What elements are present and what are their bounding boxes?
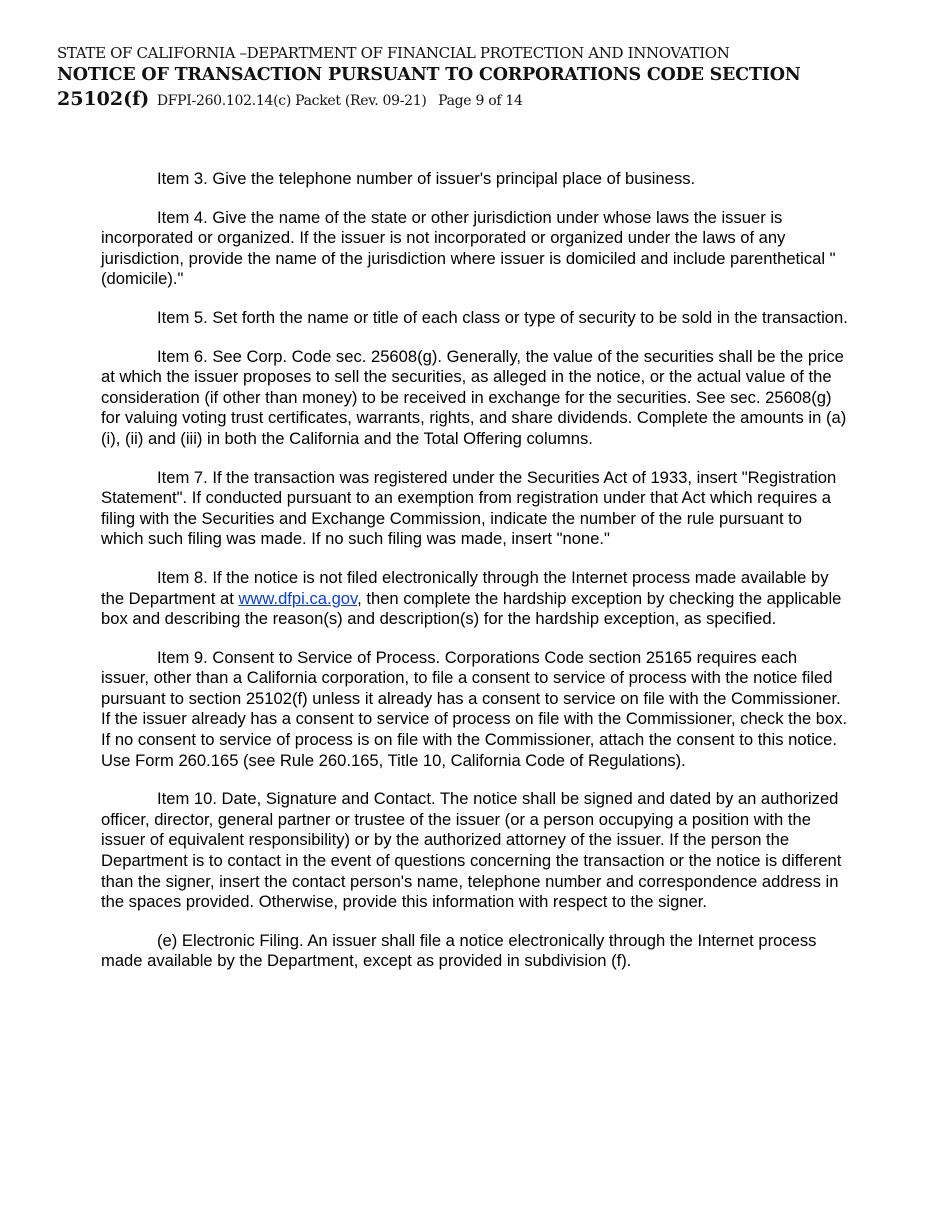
page-number: Page 9 of 14 — [438, 93, 523, 109]
item-5-paragraph: Item 5. Set forth the name or title of each class or type of security to be sold in the transaction. — [157, 307, 848, 327]
item-3-paragraph: Item 3. Give the telephone number of issuer's principal place of business. — [157, 169, 696, 188]
form-title-line2 — [57, 87, 917, 113]
form-id: DFPI-260.102.14(c) Packet (Rev. 09-21) — [156, 93, 427, 109]
item-8-text-after: , then complete the hardship exception by checking the applicable box and describing the reason(s) and description(s) for the hardship exception, as specified. — [101, 588, 842, 629]
electronic-filing-paragraph: (e) Electronic Filing. An issuer shall file a notice electronically through the Internet process made available by the Department, except as provided in subdivision (f). — [101, 930, 817, 971]
section-number: 25102(f) — [57, 88, 150, 110]
instructions-body — [101, 169, 849, 990]
form-title: NOTICE OF TRANSACTION PURSUANT TO CORPORATIONS CODE SECTION — [57, 65, 801, 85]
item-10-paragraph: Item 10. Date, Signature and Contact. The notice shall be signed and dated by an authorized officer, director, general partner or trustee of the issuer (or a person occupying a position with the issuer of equivalent responsibility) or by the authorized attorney of the issuer. If the person the Department is to contact in the event of questions concerning the transaction or the notice is different than the signer, insert the contact person's name, telephone number and correspondence address in the spaces provided. Otherwise, provide this information with respect to the signer. — [101, 789, 842, 912]
agency-name: STATE OF CALIFORNIA –DEPARTMENT OF FINANCIAL PROTECTION AND INNOVATION — [57, 44, 730, 62]
dfpi-website-link[interactable]: www.dfpi.ca.gov — [238, 588, 358, 608]
item-9-paragraph: Item 9. Consent to Service of Process. Corporations Code section 25165 requires each issuer, other than a California corporation, to file a consent to service of process with the notice filed pursuant to section 25102(f) unless it already has a consent to service on file with the Commissioner. If the issuer already has a consent to service of process on file with the Commissioner, check the box. If no consent to service of process is on file with the Commissioner, attach the consent to this notice. Use Form 260.165 (see Rule 260.165, Title 10, California Code of Regulations). — [101, 647, 848, 770]
item-4-paragraph: Item 4. Give the name of the state or other jurisdiction under whose laws the issuer is incorporated or organized. If the issuer is not incorporated or organized under the laws of any jurisdiction, provide the name of the jurisdiction where issuer is domiciled and include parenthetical "(domicile)." — [101, 207, 836, 289]
page-header — [57, 43, 917, 113]
item-7-paragraph: Item 7. If the transaction was registered under the Securities Act of 1933, insert "Registration Statement". If conducted pursuant to an exemption from registration under that Act which requires a filing with the Securities and Exchange Commission, indicate the number of the rule pursuant to which such filing was made. If no such filing was made, insert "none." — [101, 467, 837, 549]
item-6-paragraph: Item 6. See Corp. Code sec. 25608(g). Generally, the value of the securities shall be the price at which the issuer proposes to sell the securities, as alleged in the notice, or the actual value of the consideration (if other than money) to be received in exchange for the securities. See sec. 25608(g) for valuing voting trust certificates, warrants, rights, and share dividends. Complete the amounts in (a)(i), (ii) and (iii) in both the California and the Total Offering columns. — [101, 346, 847, 448]
item-8-text-before: Item 8. If the notice is not filed electronically through the Internet process made available by the Department at — [101, 567, 829, 608]
item-8-paragraph — [101, 568, 849, 630]
